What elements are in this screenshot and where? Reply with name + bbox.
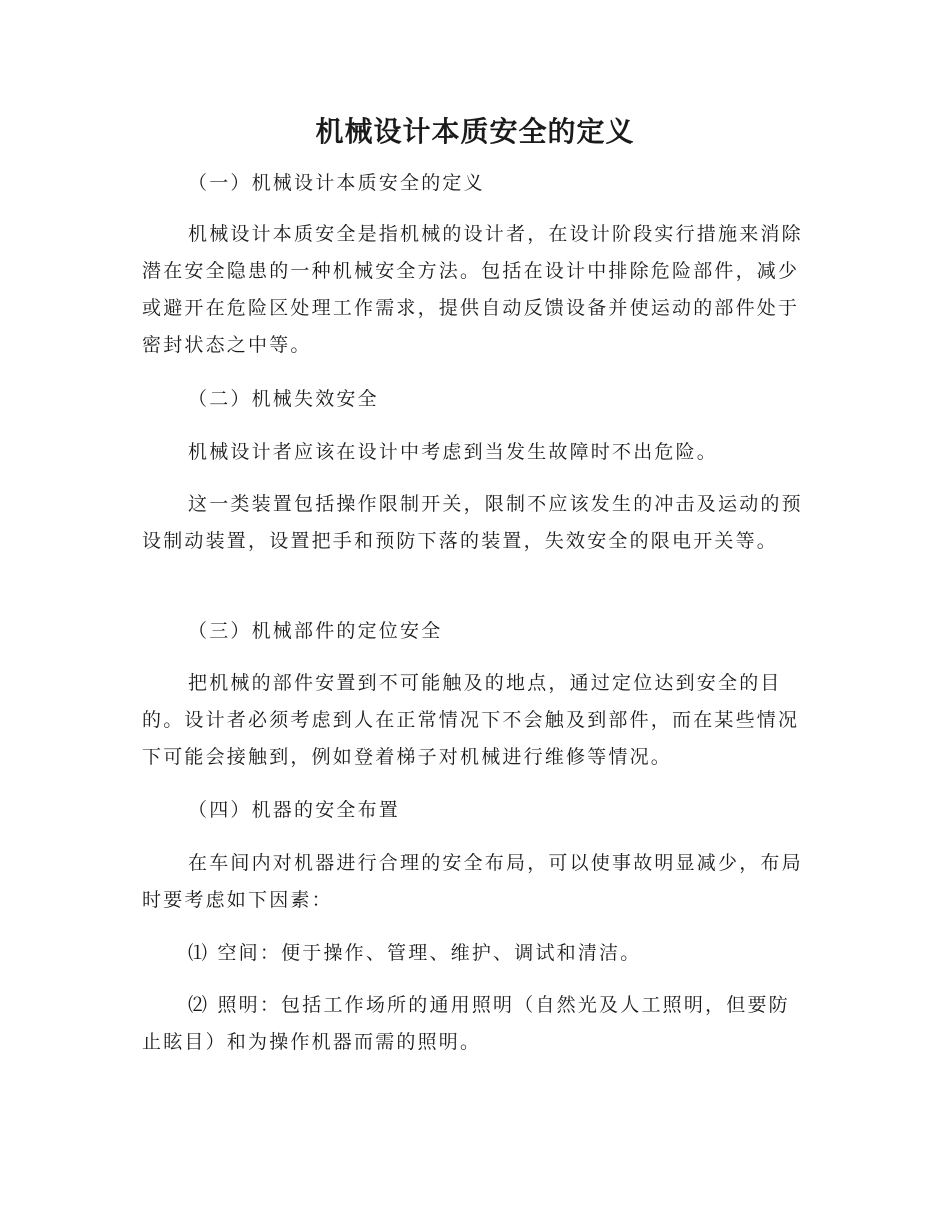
document-title: 机械设计本质安全的定义 [315,115,635,148]
list-item-lighting: ⑵ 照明：包括工作场所的通用照明（自然光及人工照明，但要防止眩目）和为操作机器而需的照明。 [142,994,790,1053]
section-heading-1: （一）机械设计本质安全的定义 [188,172,485,194]
paragraph-1-1: 机械设计本质安全是指机械的设计者，在设计阶段实行措施来消除潜在安全隐患的一种机械安全方法。包括在设计中排除危险部件，减少或避开在危险区处理工作需求，提供自动反馈设备并使运动的部件处于密封状态之中等。 [142,223,803,356]
section-heading-2: （二）机械失效安全 [188,388,379,410]
section-heading-3: （三）机械部件的定位安全 [188,620,443,642]
paragraph-4-1: 在车间内对机器进行合理的安全布局，可以使事故明显减少，布局时要考虑如下因素： [142,852,803,911]
paragraph-2-1: 机械设计者应该在设计中考虑到当发生故障时不出危险。 [188,441,719,463]
list-item-space: ⑴ 空间：便于操作、管理、维护、调试和清洁。 [188,942,642,964]
paragraph-3-1: 把机械的部件安置到不可能触及的地点，通过定位达到安全的目的。设计者必须考虑到人在正常情况下不会触及到部件，而在某些情况下可能会接触到，例如登着梯子对机械进行维修等情况。 [142,672,800,768]
section-heading-4: （四）机器的安全布置 [188,799,401,821]
paragraph-2-2: 这一类装置包括操作限制开关，限制不应该发生的冲击及运动的预设制动装置，设置把手和预防下落的装置，失效安全的限电开关等。 [142,493,803,552]
